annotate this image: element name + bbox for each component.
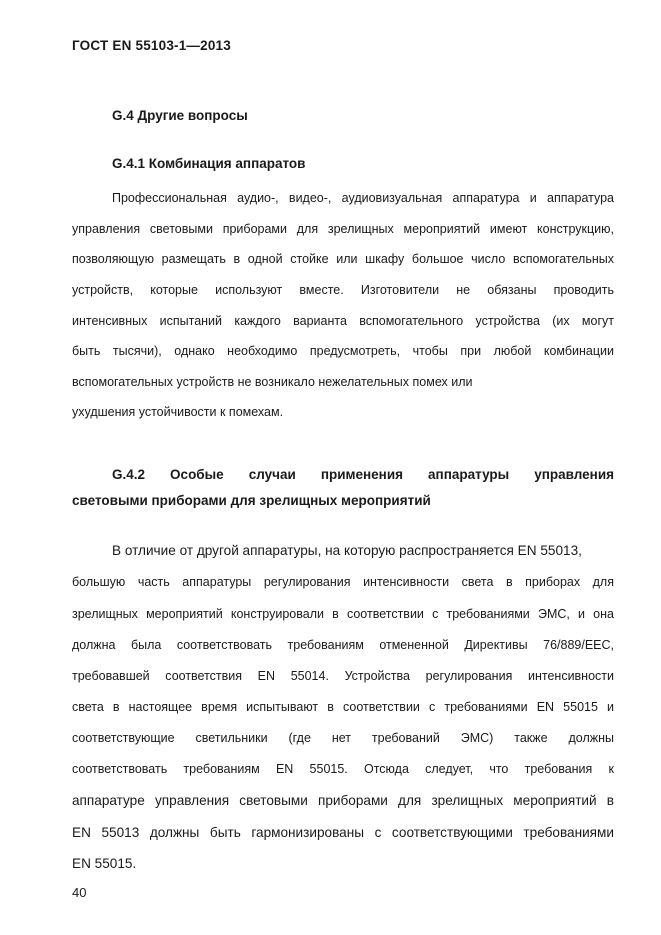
paragraph-line: большую часть аппаратуры регулирования интенсивности света в приборах для — [72, 575, 614, 589]
paragraph-line: В отличие от другой аппаратуры, на которую распространяется EN 55013, — [112, 543, 582, 558]
paragraph-line: позволяющую размещать в одной стойке или шкафу большое число вспомогательных — [72, 252, 614, 266]
section-heading-g42-line1: G.4.2 Особые случаи применения аппаратуры управления — [112, 467, 614, 482]
paragraph-line: вспомогательных устройств не возникало нежелательных помех или — [72, 375, 473, 389]
document-header: ГОСТ EN 55103-1—2013 — [72, 38, 231, 53]
paragraph-line: зрелищных мероприятий конструировали в соответствии с требованиями ЭМС, и она — [72, 607, 614, 621]
paragraph-line: быть тысячи), однако необходимо предусмотреть, чтобы при любой комбинации — [72, 344, 614, 358]
paragraph-line: устройств, которые используют вместе. Изготовители не обязаны проводить — [72, 283, 614, 297]
paragraph-line: интенсивных испытаний каждого варианта вспомогательного устройства (их могут — [72, 314, 614, 328]
paragraph-line: соответствующие светильники (где нет требований ЭМС) также должны — [72, 731, 614, 745]
page-number: 40 — [72, 885, 87, 900]
paragraph-line: ухудшения устойчивости к помехам. — [72, 405, 284, 419]
paragraph-line: EN 55015. — [72, 856, 137, 871]
paragraph-line: EN 55013 должны быть гармонизированы с соответствующими требованиями — [72, 825, 614, 840]
paragraph-line: должна была соответствовать требованиям отмененной Директивы 76/889/ЕЕС, — [72, 638, 614, 652]
paragraph-line: требовавшей соответствия EN 55014. Устройства регулирования интенсивности — [72, 669, 614, 683]
paragraph-line: Профессиональная аудио-, видео-, аудиовизуальная аппаратура и аппаратура — [112, 191, 614, 205]
section-heading-g42-line2: световыми приборами для зрелищных мероприятий — [72, 493, 431, 508]
paragraph-line: аппаратуре управления световыми приборами для зрелищных мероприятий в — [72, 793, 614, 808]
section-heading-g4: G.4 Другие вопросы — [112, 108, 248, 123]
section-heading-g41: G.4.1 Комбинация аппаратов — [112, 156, 306, 171]
paragraph-line: соответствовать требованиям EN 55015. Отсюда следует, что требования к — [72, 762, 614, 776]
paragraph-line: управления световыми приборами для зрелищных мероприятий имеют конструкцию, — [72, 222, 614, 236]
paragraph-line: света в настоящее время испытывают в соответствии с требованиями EN 55015 и — [72, 700, 614, 714]
